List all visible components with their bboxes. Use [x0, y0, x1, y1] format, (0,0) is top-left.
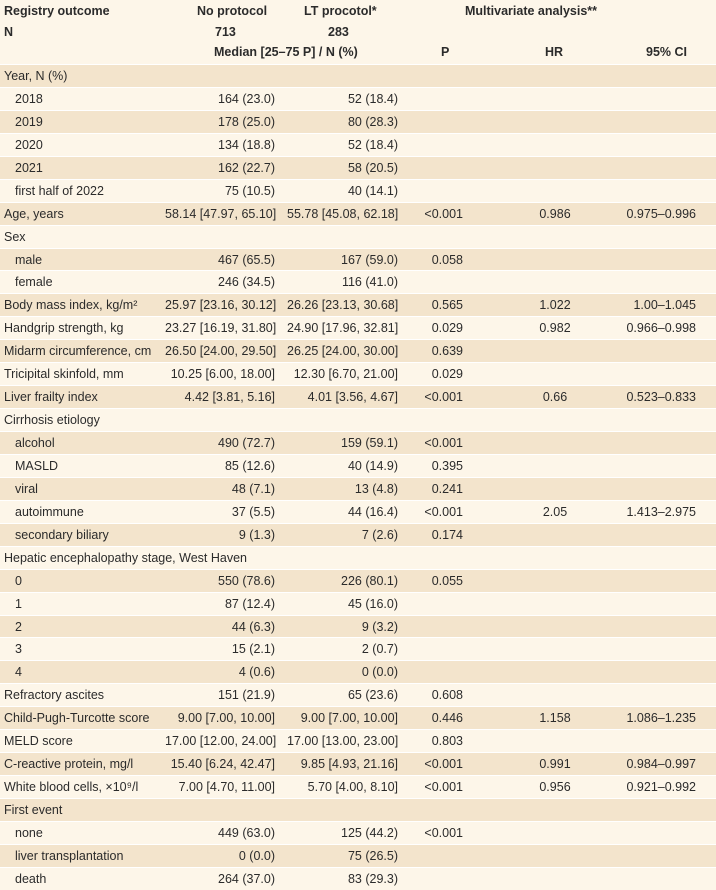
row-label: First event — [4, 803, 63, 817]
cell-p-value: 0.055 — [431, 573, 463, 588]
cell-p-value: <0.001 — [424, 390, 463, 405]
cell-no-protocol: 25.97 [23.16, 30.12] — [165, 298, 277, 313]
row-label: Body mass index, kg/m² — [4, 298, 138, 313]
row-label: Handgrip strength, kg — [4, 321, 124, 336]
cell-hazard-ratio: 2.05 — [542, 504, 568, 519]
cell-confidence-interval: 0.523–0.833 — [626, 390, 696, 405]
row-label: 2021 — [15, 160, 43, 175]
cell-lt-protocol: 24.90 [17.96, 32.81] — [287, 321, 399, 336]
row-label: Child-Pugh-Turcotte score — [4, 711, 150, 726]
cell-no-protocol: 44 (6.3) — [231, 619, 275, 634]
row-label: Hepatic encephalopathy stage, West Haven — [4, 550, 247, 565]
table-row — [0, 110, 716, 133]
cell-lt-protocol: 9 (3.2) — [361, 619, 398, 634]
cell-no-protocol: 85 (12.6) — [224, 458, 275, 473]
cell-p-value: 0.565 — [431, 298, 463, 313]
table-row — [0, 729, 716, 752]
cell-lt-protocol: 13 (4.8) — [354, 481, 398, 496]
table-row — [0, 454, 716, 477]
cell-lt-protocol: 40 (14.9) — [347, 458, 398, 473]
table-row — [0, 431, 716, 454]
cell-lt-protocol: 7 (2.6) — [361, 527, 398, 542]
cell-no-protocol: 162 (22.7) — [218, 160, 275, 175]
cell-hazard-ratio: 0.986 — [539, 206, 571, 221]
table-row — [0, 752, 716, 775]
cell-confidence-interval: 1.086–1.235 — [626, 711, 696, 726]
cell-no-protocol: 26.50 [24.00, 29.50] — [165, 344, 277, 359]
table-row — [0, 615, 716, 638]
cell-p-value: <0.001 — [424, 504, 463, 519]
cell-no-protocol: 4.42 [3.81, 5.16] — [184, 390, 275, 405]
cell-no-protocol: 15 (2.1) — [231, 642, 275, 657]
row-label: none — [15, 825, 43, 840]
header-lt-protocol: LT procotol* — [304, 4, 377, 18]
cell-lt-protocol: 4.01 [3.56, 4.67] — [307, 390, 398, 405]
cell-no-protocol: 7.00 [4.70, 11.00] — [178, 780, 275, 795]
cell-no-protocol: 9.00 [7.00, 10.00] — [177, 711, 275, 726]
row-label: Cirrhosis etiology — [4, 413, 100, 428]
cell-no-protocol: 151 (21.9) — [218, 688, 275, 703]
table-row — [0, 706, 716, 729]
cell-no-protocol: 9 (1.3) — [238, 527, 275, 542]
row-label: Refractory ascites — [4, 688, 105, 703]
cell-p-value: <0.001 — [424, 780, 463, 795]
header-n-no-protocol: 713 — [215, 25, 236, 39]
table-row — [0, 225, 716, 248]
cell-no-protocol: 467 (65.5) — [218, 252, 275, 267]
table-row — [0, 385, 716, 408]
table-row — [0, 523, 716, 546]
header-n-lt-protocol: 283 — [328, 25, 349, 39]
cell-lt-protocol: 12.30 [6.70, 21.00] — [293, 367, 398, 382]
table-row — [0, 592, 716, 615]
row-label: autoimmune — [15, 504, 84, 519]
cell-lt-protocol: 52 (18.4) — [347, 137, 398, 152]
table-row — [0, 293, 716, 316]
row-label: female — [15, 275, 53, 290]
cell-p-value: <0.001 — [424, 825, 463, 840]
cell-no-protocol: 37 (5.5) — [231, 504, 275, 519]
cell-lt-protocol: 58 (20.5) — [347, 160, 398, 175]
row-label: death — [15, 871, 47, 886]
header-hr-label: HR — [545, 45, 564, 59]
table-row — [0, 156, 716, 179]
cell-lt-protocol: 26.25 [24.00, 30.00] — [287, 344, 399, 359]
table-row — [0, 270, 716, 293]
cell-no-protocol: 449 (63.0) — [218, 825, 275, 840]
cell-no-protocol: 550 (78.6) — [218, 573, 275, 588]
header-n-label: N — [4, 25, 14, 39]
cell-no-protocol: 10.25 [6.00, 18.00] — [170, 367, 275, 382]
cell-p-value: 0.029 — [431, 321, 463, 336]
table-row — [0, 821, 716, 844]
row-label: MELD score — [4, 734, 73, 749]
cell-lt-protocol: 116 (41.0) — [341, 275, 398, 290]
cell-lt-protocol: 167 (59.0) — [341, 252, 398, 267]
cell-confidence-interval: 0.966–0.998 — [626, 321, 696, 336]
cell-lt-protocol: 2 (0.7) — [361, 642, 398, 657]
cell-lt-protocol: 159 (59.1) — [341, 436, 398, 450]
cell-hazard-ratio: 0.956 — [539, 780, 571, 795]
cell-lt-protocol: 45 (16.0) — [347, 596, 398, 611]
row-label: Midarm circumference, cm — [4, 344, 152, 359]
table-row — [0, 179, 716, 202]
table-row — [0, 775, 716, 798]
row-label: 2018 — [15, 91, 43, 106]
cell-lt-protocol: 17.00 [13.00, 23.00] — [287, 734, 399, 749]
table-row — [0, 408, 716, 431]
cell-no-protocol: 134 (18.8) — [218, 137, 275, 152]
row-label: MASLD — [15, 458, 59, 473]
cell-p-value: <0.001 — [424, 436, 463, 450]
cell-lt-protocol: 125 (44.2) — [341, 825, 398, 840]
row-label: Year, N (%) — [4, 69, 68, 83]
table-row — [0, 683, 716, 706]
cell-p-value: 0.241 — [431, 481, 463, 496]
table-row — [0, 87, 716, 110]
cell-confidence-interval: 0.921–0.992 — [626, 780, 696, 795]
row-label: first half of 2022 — [15, 183, 104, 198]
table-row — [0, 569, 716, 592]
header-no-protocol: No protocol — [197, 4, 268, 18]
cell-lt-protocol: 83 (29.3) — [347, 871, 398, 886]
row-label: 4 — [15, 665, 22, 680]
table-header — [0, 0, 716, 64]
cell-no-protocol: 0 (0.0) — [238, 848, 275, 863]
header-registry-outcome: Registry outcome — [4, 4, 110, 18]
cell-hazard-ratio: 1.022 — [539, 298, 571, 313]
table-row — [0, 64, 716, 87]
table-row — [0, 500, 716, 523]
table-row — [0, 867, 716, 890]
cell-no-protocol: 264 (37.0) — [218, 871, 275, 886]
cell-p-value: 0.395 — [431, 458, 463, 473]
row-label: 0 — [15, 573, 22, 588]
table-row — [0, 660, 716, 683]
cell-confidence-interval: 0.984–0.997 — [626, 757, 696, 772]
row-label: male — [15, 252, 43, 267]
table-row — [0, 202, 716, 225]
cell-hazard-ratio: 1.158 — [539, 711, 571, 726]
cell-p-value: 0.029 — [431, 367, 463, 382]
cell-confidence-interval: 0.975–0.996 — [626, 206, 696, 221]
cell-no-protocol: 4 (0.6) — [238, 665, 275, 680]
cell-lt-protocol: 44 (16.4) — [347, 504, 398, 519]
row-label: liver transplantation — [15, 848, 124, 863]
row-label: Sex — [4, 229, 26, 244]
row-label: C-reactive protein, mg/l — [4, 757, 134, 772]
cell-no-protocol: 178 (25.0) — [218, 114, 275, 129]
row-label: alcohol — [15, 436, 55, 450]
table-body — [0, 64, 716, 890]
row-label: viral — [15, 481, 38, 496]
cell-no-protocol: 23.27 [16.19, 31.80] — [165, 321, 277, 336]
header-median-label: Median [25–75 P] / N (%) — [214, 45, 358, 59]
table-row — [0, 546, 716, 569]
cell-no-protocol: 246 (34.5) — [218, 275, 275, 290]
cell-p-value: 0.639 — [431, 344, 463, 359]
cell-p-value: 0.446 — [431, 711, 463, 726]
cell-hazard-ratio: 0.66 — [542, 390, 568, 405]
row-label: Age, years — [4, 206, 64, 221]
table-row — [0, 133, 716, 156]
cell-lt-protocol: 40 (14.1) — [347, 183, 398, 198]
table-row — [0, 637, 716, 660]
row-label: Liver frailty index — [4, 390, 98, 405]
cell-lt-protocol: 9.00 [7.00, 10.00] — [300, 711, 398, 726]
cell-p-value: 0.174 — [431, 527, 463, 542]
cell-hazard-ratio: 0.991 — [539, 757, 571, 772]
cell-lt-protocol: 65 (23.6) — [347, 688, 398, 703]
cell-lt-protocol: 55.78 [45.08, 62.18] — [287, 206, 399, 221]
cell-lt-protocol: 75 (26.5) — [347, 848, 398, 863]
cell-no-protocol: 17.00 [12.00, 24.00] — [165, 734, 277, 749]
cell-hazard-ratio: 0.982 — [539, 321, 571, 336]
table-row — [0, 844, 716, 867]
row-label: 2020 — [15, 137, 43, 152]
row-label: 2019 — [15, 114, 43, 129]
cell-no-protocol: 87 (12.4) — [224, 596, 275, 611]
table-row — [0, 339, 716, 362]
row-label: 3 — [15, 642, 22, 657]
cell-lt-protocol: 9.85 [4.93, 21.16] — [300, 757, 398, 772]
cell-no-protocol: 48 (7.1) — [231, 481, 275, 496]
cell-lt-protocol: 80 (28.3) — [347, 114, 398, 129]
cell-no-protocol: 15.40 [6.24, 42.47] — [170, 757, 275, 772]
cell-p-value: 0.803 — [431, 734, 463, 749]
cell-no-protocol: 164 (23.0) — [218, 91, 275, 106]
cell-lt-protocol: 226 (80.1) — [341, 573, 398, 588]
row-label: 1 — [15, 596, 22, 611]
header-p-label: P — [441, 45, 450, 59]
table-row — [0, 477, 716, 500]
cell-lt-protocol: 5.70 [4.00, 8.10] — [307, 780, 398, 795]
table-row — [0, 362, 716, 385]
table-row — [0, 798, 716, 821]
cell-no-protocol: 75 (10.5) — [224, 183, 275, 198]
row-label: secondary biliary — [15, 527, 109, 542]
row-label: White blood cells, ×10⁹/l — [4, 780, 139, 795]
cell-p-value: <0.001 — [424, 206, 463, 221]
table-row — [0, 316, 716, 339]
cell-confidence-interval: 1.413–2.975 — [626, 504, 696, 519]
cell-no-protocol: 490 (72.7) — [218, 436, 275, 450]
cell-lt-protocol: 26.26 [23.13, 30.68] — [287, 298, 399, 313]
header-multivariate: Multivariate analysis** — [465, 4, 598, 18]
cell-lt-protocol: 0 (0.0) — [361, 665, 398, 680]
row-label: 2 — [15, 619, 22, 634]
header-ci-label: 95% CI — [646, 45, 687, 59]
row-label: Tricipital skinfold, mm — [4, 367, 124, 382]
cell-p-value: 0.058 — [431, 252, 463, 267]
cell-p-value: 0.608 — [431, 688, 463, 703]
cell-p-value: <0.001 — [424, 757, 463, 772]
cell-no-protocol: 58.14 [47.97, 65.10] — [165, 206, 277, 221]
cell-confidence-interval: 1.00–1.045 — [633, 298, 696, 313]
table-row — [0, 248, 716, 271]
cell-lt-protocol: 52 (18.4) — [347, 91, 398, 106]
